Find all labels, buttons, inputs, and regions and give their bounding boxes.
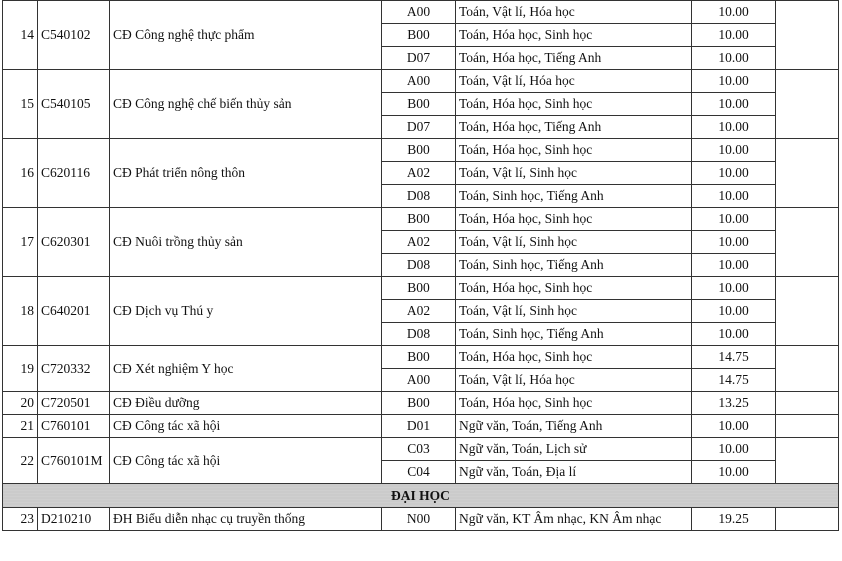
subject-block: B00 (382, 24, 456, 47)
major-code: C760101 (38, 415, 110, 438)
benchmark-score: 10.00 (692, 116, 776, 139)
subject-block: C04 (382, 461, 456, 484)
major-name: CĐ Dịch vụ Thú y (110, 277, 382, 346)
subject-block: A00 (382, 70, 456, 93)
row-number: 23 (3, 508, 38, 531)
major-code: C620116 (38, 139, 110, 208)
major-code: C540102 (38, 1, 110, 70)
row-number: 16 (3, 139, 38, 208)
table-row (3, 346, 839, 369)
subject-block: D07 (382, 116, 456, 139)
major-code: C540105 (38, 70, 110, 139)
note-cell (776, 1, 839, 70)
major-name: CĐ Công tác xã hội (110, 438, 382, 484)
subject-block: D08 (382, 254, 456, 277)
benchmark-score: 10.00 (692, 300, 776, 323)
benchmark-score: 10.00 (692, 47, 776, 70)
subject-block: A00 (382, 1, 456, 24)
admissions-table (2, 0, 839, 531)
major-name: CĐ Điều dưỡng (110, 392, 382, 415)
subject-block: N00 (382, 508, 456, 531)
table-row (3, 70, 839, 93)
benchmark-score: 13.25 (692, 392, 776, 415)
benchmark-score: 10.00 (692, 415, 776, 438)
admissions-table-body (3, 1, 839, 531)
benchmark-score: 14.75 (692, 369, 776, 392)
major-name: CĐ Xét nghiệm Y học (110, 346, 382, 392)
benchmark-score: 10.00 (692, 70, 776, 93)
subject-block: B00 (382, 392, 456, 415)
subject-combination: Toán, Hóa học, Sinh học (456, 392, 692, 415)
subject-combination: Ngữ văn, Toán, Địa lí (456, 461, 692, 484)
subject-block: B00 (382, 277, 456, 300)
benchmark-score: 10.00 (692, 277, 776, 300)
subject-combination: Toán, Vật lí, Sinh học (456, 162, 692, 185)
major-name: CĐ Phát triển nông thôn (110, 139, 382, 208)
table-row (3, 415, 839, 438)
subject-combination: Toán, Sinh học, Tiếng Anh (456, 254, 692, 277)
subject-block: B00 (382, 139, 456, 162)
subject-block: B00 (382, 346, 456, 369)
major-name: ĐH Biểu diễn nhạc cụ truyền thống (110, 508, 382, 531)
section-header-row (3, 484, 839, 508)
section-title: ĐẠI HỌC (3, 484, 839, 508)
subject-block: D01 (382, 415, 456, 438)
benchmark-score: 10.00 (692, 93, 776, 116)
row-number: 14 (3, 1, 38, 70)
subject-block: D08 (382, 185, 456, 208)
major-code: C720501 (38, 392, 110, 415)
major-name: CĐ Công tác xã hội (110, 415, 382, 438)
note-cell (776, 277, 839, 346)
row-number: 20 (3, 392, 38, 415)
subject-block: B00 (382, 208, 456, 231)
note-cell (776, 70, 839, 139)
subject-combination: Toán, Vật lí, Sinh học (456, 231, 692, 254)
note-cell (776, 508, 839, 531)
benchmark-score: 10.00 (692, 139, 776, 162)
note-cell (776, 438, 839, 484)
major-name: CĐ Nuôi trồng thủy sản (110, 208, 382, 277)
benchmark-score: 10.00 (692, 438, 776, 461)
benchmark-score: 10.00 (692, 24, 776, 47)
subject-combination: Ngữ văn, KT Âm nhạc, KN Âm nhạc (456, 508, 692, 531)
subject-block: D07 (382, 47, 456, 70)
major-name: CĐ Công nghệ thực phẩm (110, 1, 382, 70)
subject-block: A02 (382, 231, 456, 254)
subject-combination: Toán, Sinh học, Tiếng Anh (456, 185, 692, 208)
subject-combination: Ngữ văn, Toán, Tiếng Anh (456, 415, 692, 438)
subject-combination: Toán, Hóa học, Tiếng Anh (456, 47, 692, 70)
major-code: C620301 (38, 208, 110, 277)
subject-combination: Toán, Vật lí, Hóa học (456, 1, 692, 24)
subject-combination: Toán, Hóa học, Sinh học (456, 346, 692, 369)
table-row (3, 438, 839, 461)
major-code: C640201 (38, 277, 110, 346)
benchmark-score: 19.25 (692, 508, 776, 531)
subject-combination: Toán, Hóa học, Sinh học (456, 139, 692, 162)
table-row (3, 277, 839, 300)
table-row (3, 208, 839, 231)
table-row (3, 508, 839, 531)
note-cell (776, 346, 839, 392)
major-code: D210210 (38, 508, 110, 531)
row-number: 18 (3, 277, 38, 346)
note-cell (776, 415, 839, 438)
row-number: 17 (3, 208, 38, 277)
table-row (3, 1, 839, 24)
subject-combination: Toán, Hóa học, Sinh học (456, 208, 692, 231)
benchmark-score: 10.00 (692, 162, 776, 185)
subject-block: B00 (382, 93, 456, 116)
table-row (3, 392, 839, 415)
note-cell (776, 208, 839, 277)
benchmark-score: 10.00 (692, 254, 776, 277)
subject-block: A00 (382, 369, 456, 392)
benchmark-score: 10.00 (692, 231, 776, 254)
row-number: 15 (3, 70, 38, 139)
subject-combination: Toán, Sinh học, Tiếng Anh (456, 323, 692, 346)
row-number: 21 (3, 415, 38, 438)
subject-block: C03 (382, 438, 456, 461)
subject-combination: Toán, Vật lí, Sinh học (456, 300, 692, 323)
major-name: CĐ Công nghệ chế biến thủy sản (110, 70, 382, 139)
subject-block: A02 (382, 162, 456, 185)
subject-combination: Toán, Vật lí, Hóa học (456, 70, 692, 93)
subject-combination: Toán, Hóa học, Sinh học (456, 93, 692, 116)
major-code: C760101M (38, 438, 110, 484)
subject-combination: Toán, Hóa học, Sinh học (456, 277, 692, 300)
benchmark-score: 14.75 (692, 346, 776, 369)
subject-block: D08 (382, 323, 456, 346)
benchmark-score: 10.00 (692, 208, 776, 231)
note-cell (776, 139, 839, 208)
note-cell (776, 392, 839, 415)
major-code: C720332 (38, 346, 110, 392)
benchmark-score: 10.00 (692, 1, 776, 24)
row-number: 19 (3, 346, 38, 392)
row-number: 22 (3, 438, 38, 484)
benchmark-score: 10.00 (692, 323, 776, 346)
subject-block: A02 (382, 300, 456, 323)
benchmark-score: 10.00 (692, 461, 776, 484)
subject-combination: Toán, Vật lí, Hóa học (456, 369, 692, 392)
subject-combination: Toán, Hóa học, Sinh học (456, 24, 692, 47)
subject-combination: Ngữ văn, Toán, Lịch sử (456, 438, 692, 461)
table-row (3, 139, 839, 162)
benchmark-score: 10.00 (692, 185, 776, 208)
subject-combination: Toán, Hóa học, Tiếng Anh (456, 116, 692, 139)
